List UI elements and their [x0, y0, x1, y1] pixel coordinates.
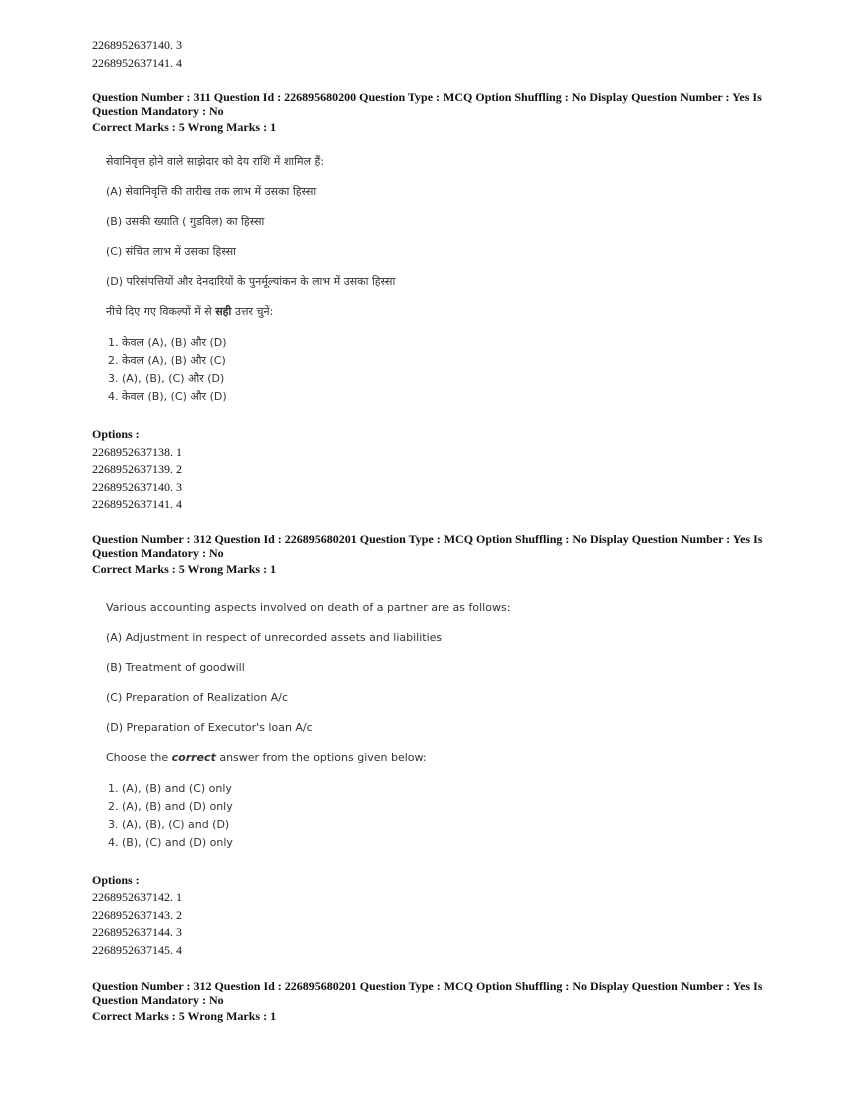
option-line: 2268952637145. 4 — [92, 942, 182, 957]
question-mandatory: Question Mandatory : No — [92, 993, 224, 1007]
statement-c: (C) Preparation of Realization A/c — [106, 690, 289, 704]
question-header: Question Number : 311 Question Id : 226895680200 Question Type : MCQ Option Shuffling : No Display Question Number : Yes Is — [92, 90, 762, 104]
option-line: 2268952637141. 4 — [92, 56, 182, 70]
options-list — [92, 872, 772, 960]
document-page — [92, 36, 772, 1023]
statement-d: (D) Preparation of Executor's loan A/c — [106, 720, 313, 734]
answer-choice: 3. (A), (B), (C) and (D) — [108, 817, 230, 831]
option-line: 2268952637143. 2 — [92, 907, 182, 922]
question-312-repeat — [92, 979, 772, 1023]
question-stem: सेवानिवृत्त होने वाले साझेदार को देय राशि में शामिल हैं: — [106, 155, 325, 168]
option-line: 2268952637140. 3 — [92, 38, 182, 52]
question-header: Question Number : 312 Question Id : 226895680201 Question Type : MCQ Option Shuffling : No Display Question Number : Yes Is — [92, 979, 763, 993]
question-body — [106, 154, 772, 406]
answer-choice: 4. (B), (C) and (D) only — [108, 835, 233, 849]
instruction-text: नीचे दिए गए विकल्पों में से — [106, 305, 216, 318]
option-line: 2268952637140. 3 — [92, 479, 182, 494]
question-marks: Correct Marks : 5 Wrong Marks : 1 — [92, 1009, 277, 1023]
answer-choice: 2. (A), (B) and (D) only — [108, 799, 233, 813]
question-marks: Correct Marks : 5 Wrong Marks : 1 — [92, 561, 277, 576]
instruction-text: answer from the options given below: — [215, 750, 427, 764]
statement-b: (B) Treatment of goodwill — [106, 660, 245, 674]
options-label: Options : — [92, 872, 140, 887]
instruction-emphasis: correct — [171, 750, 216, 764]
statement-d: (D) परिसंपत्तियों और देनदारियों के पुनर्मूल्यांकन के लाभ में उसका हिस्सा — [106, 275, 396, 288]
instruction-text: Choose the — [106, 750, 172, 764]
option-line: 2268952637138. 1 — [92, 444, 182, 459]
statement-a: (A) Adjustment in respect of unrecorded assets and liabilities — [106, 630, 443, 644]
statement-a: (A) सेवानिवृत्ति की तारीख तक लाभ में उसका हिस्सा — [106, 185, 317, 198]
statement-b: (B) उसकी ख्याति ( गुडविल) का हिस्सा — [106, 215, 265, 228]
options-label: Options : — [92, 427, 140, 441]
answer-choice: 3. (A), (B), (C) और (D) — [108, 372, 225, 385]
options-list — [92, 426, 772, 514]
answer-choices — [106, 780, 772, 852]
question-312 — [92, 532, 772, 960]
question-stem: Various accounting aspects involved on death of a partner are as follows: — [106, 600, 511, 614]
answer-choice: 4. केवल (B), (C) और (D) — [108, 390, 227, 403]
option-line: 2268952637141. 4 — [92, 497, 182, 511]
instruction-text: उत्तर चुनें: — [231, 305, 274, 318]
question-mandatory: Question Mandatory : No — [92, 104, 224, 118]
instruction-emphasis: सही — [215, 305, 232, 318]
instruction — [106, 750, 772, 766]
statement-c: (C) संचित लाभ में उसका हिस्सा — [106, 245, 237, 258]
answer-choices — [106, 334, 772, 406]
question-header: Question Number : 312 Question Id : 226895680201 Question Type : MCQ Option Shuffling : No Display Question Number : Yes Is — [92, 531, 763, 546]
answer-choice: 1. केवल (A), (B) और (D) — [108, 336, 227, 349]
question-body — [106, 600, 772, 852]
question-mandatory: Question Mandatory : No — [92, 545, 224, 560]
option-line: 2268952637144. 3 — [92, 925, 182, 939]
option-line: 2268952637142. 1 — [92, 890, 182, 904]
previous-options — [92, 36, 772, 72]
answer-choice: 2. केवल (A), (B) और (C) — [108, 354, 226, 367]
option-line: 2268952637139. 2 — [92, 462, 182, 476]
question-marks: Correct Marks : 5 Wrong Marks : 1 — [92, 120, 277, 134]
answer-choice: 1. (A), (B) and (C) only — [108, 781, 232, 795]
instruction — [106, 304, 772, 320]
question-311 — [92, 90, 772, 514]
